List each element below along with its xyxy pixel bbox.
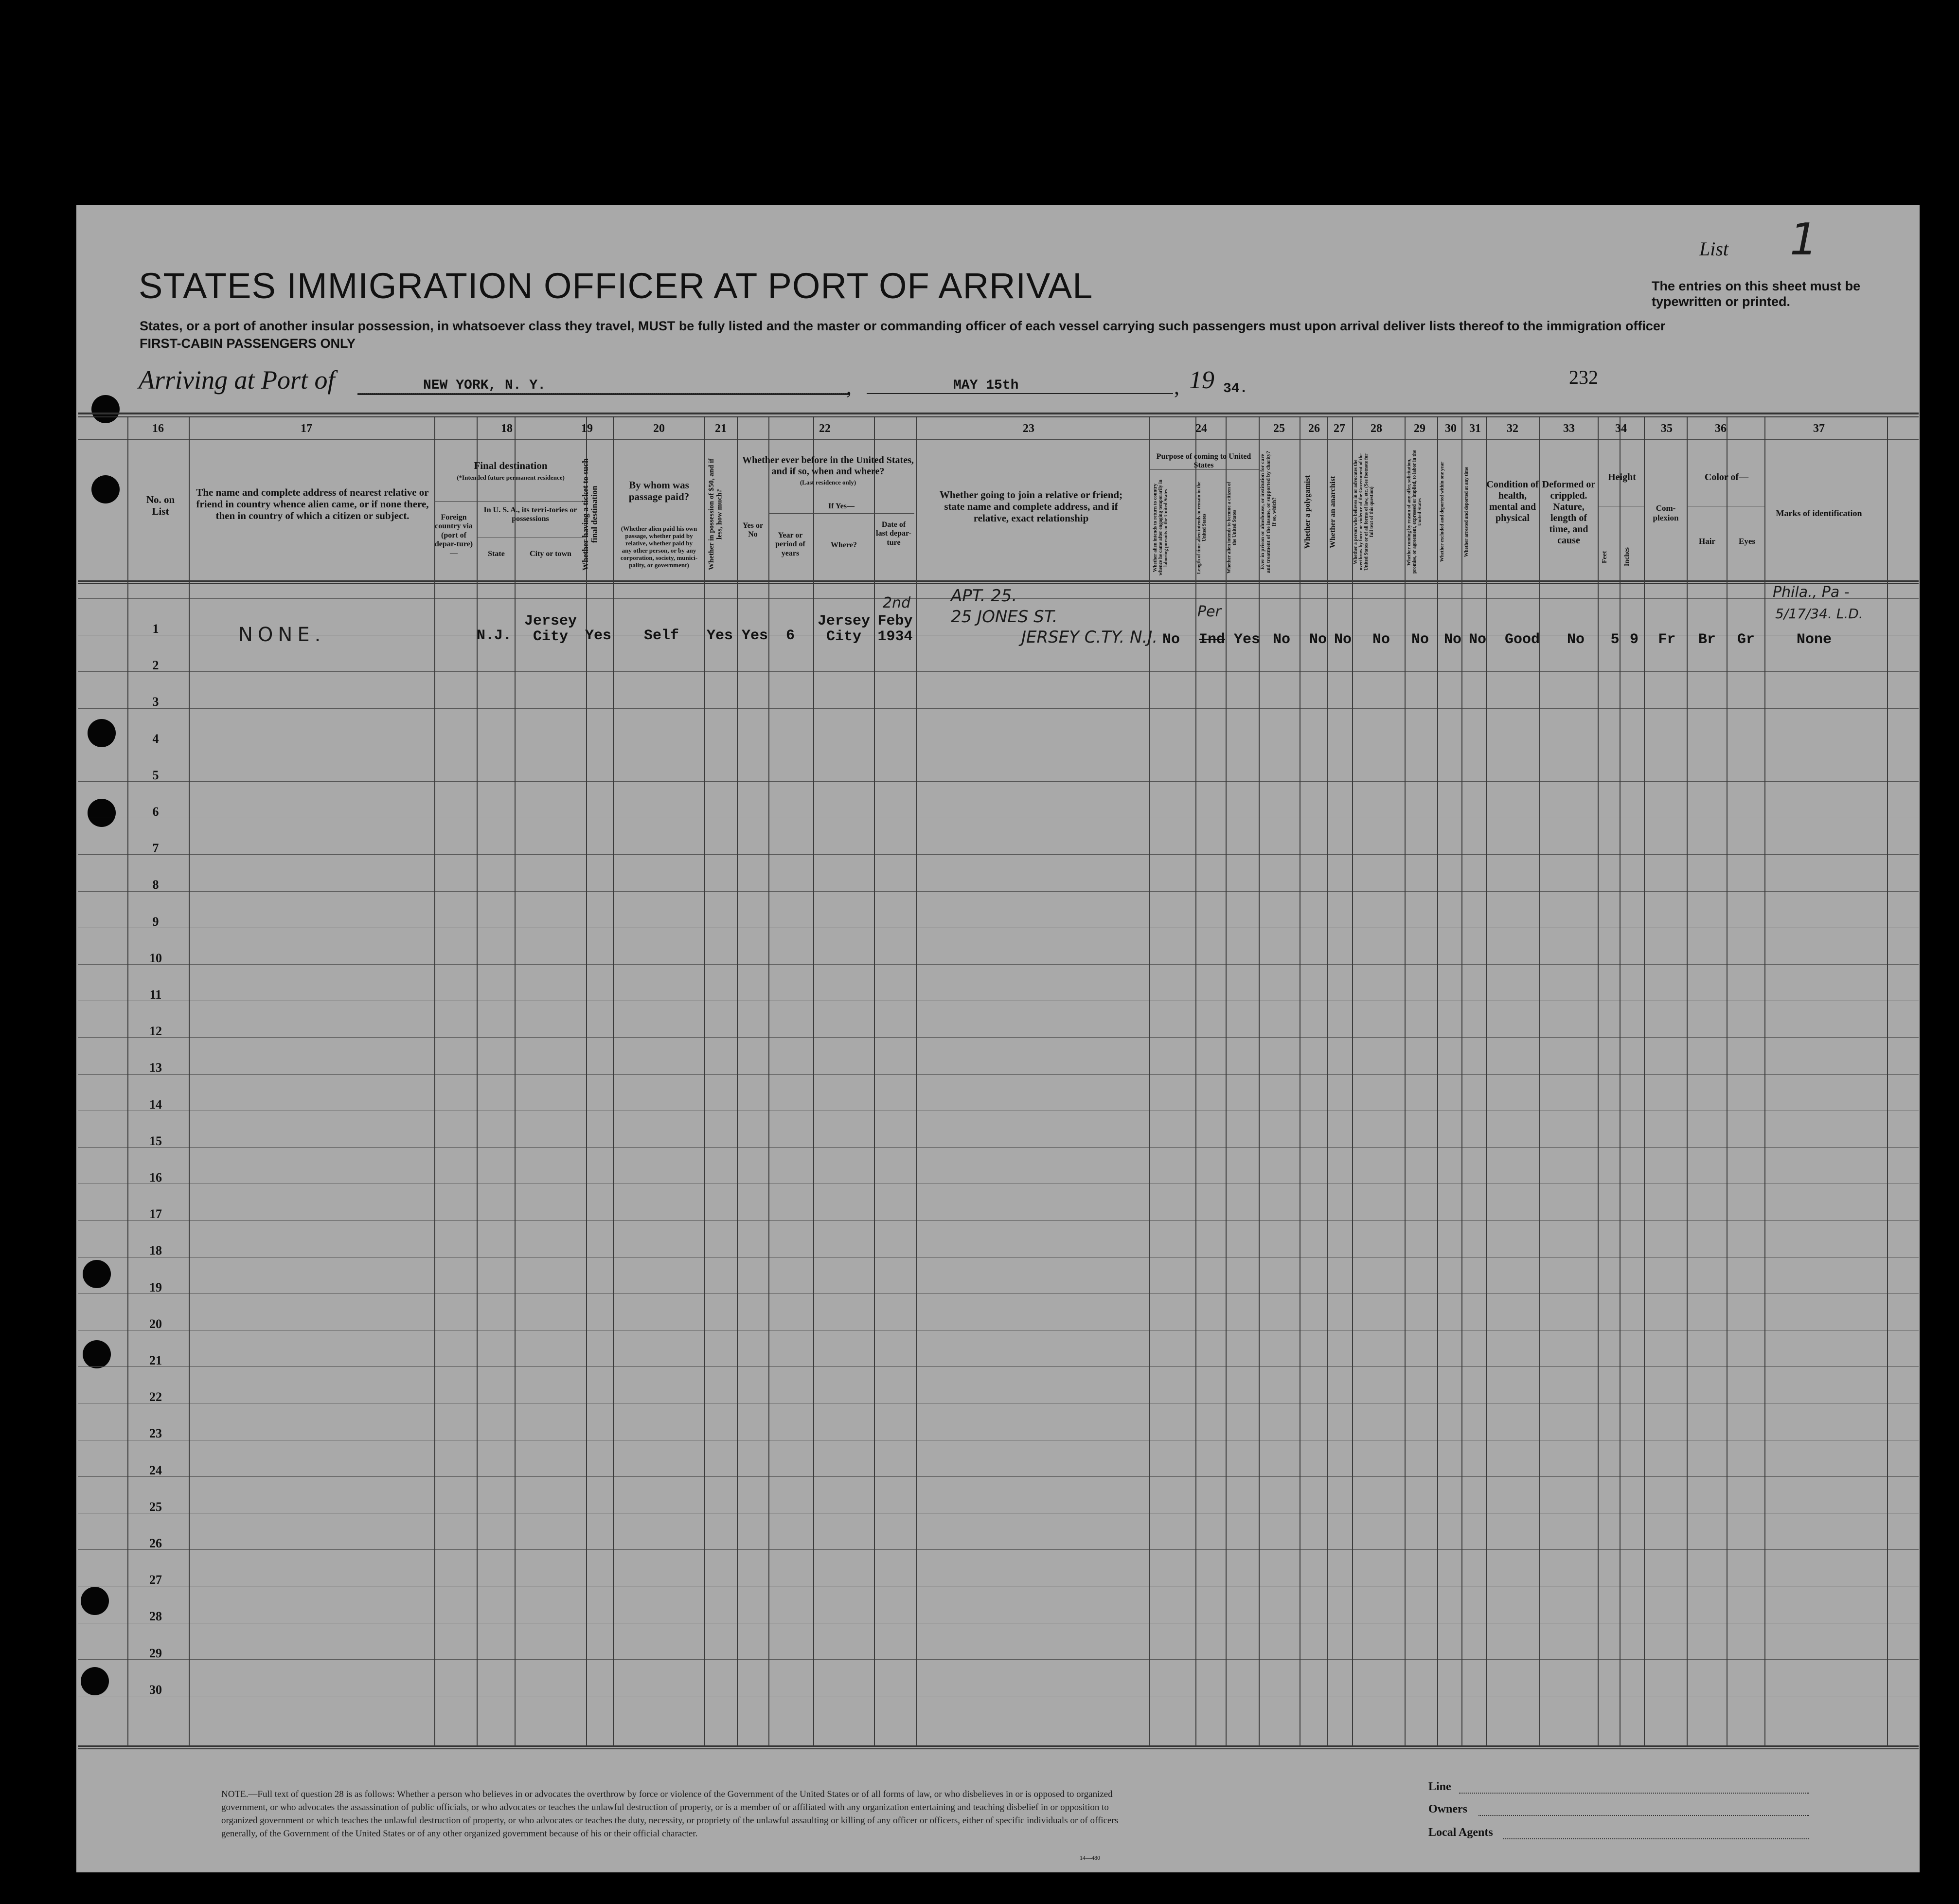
year-suffix: 34.: [1223, 381, 1248, 396]
agents-label: Local Agents: [1428, 1826, 1493, 1839]
col-num-28: 28: [1371, 422, 1382, 435]
header-prison: Ever in prison or almshouse, or institution for care and treatment of the insane, or supported by charity? If so, which?: [1260, 450, 1278, 574]
row-number: 1: [152, 622, 159, 636]
header-final-destination: Final destination: [474, 460, 548, 471]
column-line: [1764, 417, 1765, 1746]
row-number: 7: [152, 841, 159, 855]
form-number: 14—480: [1080, 1854, 1100, 1861]
row-line: [78, 891, 1919, 892]
header-complexion: Com-plexion: [1653, 503, 1679, 522]
column-line: [1195, 417, 1196, 1746]
polygamist-value: No: [1309, 631, 1327, 648]
eyes-value: Gr: [1737, 631, 1755, 648]
row-number: 26: [149, 1536, 162, 1550]
q29-value: No: [1411, 631, 1429, 648]
row-line: [78, 964, 1919, 965]
row-line: [78, 1220, 1919, 1221]
annotation-line-1: Phila., Pa -: [1773, 584, 1850, 601]
col-num-16: 16: [152, 422, 164, 435]
row-number: 16: [149, 1170, 162, 1185]
row-number: 21: [149, 1353, 162, 1367]
footnote: NOTE.—Full text of question 28 is as follows: Whether a person who believes in or advocates the overthrow by force or violence of the Government of the United States or of all forms of law, or who disbelieves in or is opposed to organized government, or who advocates the assassination of public officials, or who advocates or teaches the unlawful destruction of property, or is a member of or affiliated with any organization entertaining and teaching disbelief in or opposition to organized government or which teaches the unlawful destruction of property, or who advocates or teaches the duty, necessity, or propriety of the unlawful assaulting or killing of any officer or officers, either of specific individuals or of officers generally, of the Government of the United States or of any other organized government because of his or their official character.: [221, 1789, 1119, 1839]
header-q28: Whether a person who believes in or advocates the overthrow by force or violence of the Government of the United States or of all forms of law, etc. (See footnote for full text of this question): [1353, 453, 1374, 571]
column-line: [1486, 417, 1487, 1746]
column-line: [515, 417, 516, 1746]
col-num-31: 31: [1469, 422, 1481, 435]
line-label: Line: [1428, 1780, 1451, 1793]
join-line-1: APT. 25.: [951, 586, 1017, 606]
column-line: [613, 417, 614, 1746]
header-q30: Whether excluded and deported within one year: [1440, 462, 1445, 562]
row-number: 3: [152, 695, 159, 709]
city-value: Jersey City: [524, 613, 577, 645]
hair-value: Br: [1698, 631, 1716, 648]
column-line: [768, 417, 769, 1746]
manifest-sheet: [76, 205, 1920, 1872]
row-number: 11: [149, 988, 162, 1002]
row-line: [78, 1549, 1919, 1550]
column-line: [1437, 417, 1438, 1746]
header-polygamist: Whether a polygamist: [1303, 475, 1312, 549]
column-line: [813, 417, 814, 1746]
state-value: N.J.: [477, 628, 512, 644]
list-number: 1: [1790, 214, 1818, 265]
header-deformed: Deformed or crippled. Nature, length of time, and cause: [1542, 479, 1596, 546]
header-marks: Marks of identification: [1776, 508, 1862, 518]
row-number: 5: [152, 768, 159, 782]
row-number: 30: [149, 1683, 162, 1697]
row-number: 24: [149, 1463, 162, 1477]
column-line: [1352, 417, 1353, 1746]
row-number: 2: [152, 658, 159, 672]
row-number: 13: [149, 1060, 162, 1075]
row-line: [78, 1659, 1919, 1660]
header-condition: Condition of health, mental and physical: [1486, 479, 1539, 523]
header-feet: Feet: [1601, 551, 1608, 563]
col-num-24: 24: [1195, 422, 1207, 435]
col-num-34: 34: [1615, 422, 1627, 435]
row-line: [78, 1147, 1919, 1148]
col-num-33: 33: [1563, 422, 1575, 435]
header-purpose-citizen: Whether alien intends to become a citizen of the United States: [1227, 482, 1237, 574]
feet-value: 5: [1610, 631, 1620, 648]
header-last-residence: (Last residence only): [800, 479, 856, 486]
row-line: [78, 854, 1919, 855]
header-purpose: Purpose of coming to United States: [1156, 452, 1251, 470]
header-nearest-relative: The name and complete address of nearest relative or friend in country whence alien came, or if none there, then in country of which a citizen or subject.: [196, 486, 429, 522]
header-state: State: [488, 550, 505, 558]
row-number: 12: [149, 1024, 162, 1038]
column-line: [127, 417, 128, 1746]
column-line: [1259, 417, 1260, 1746]
relative-value: NONE.: [238, 624, 326, 646]
sheet-number: 232: [1569, 366, 1598, 388]
health-value: Good: [1504, 631, 1540, 648]
header-possession-50: Whether in possession of $50, and if less, how much?: [708, 458, 724, 571]
length-stay-typed: Ind: [1198, 631, 1225, 648]
ever-before-value: Yes: [741, 628, 768, 644]
column-line: [1644, 417, 1645, 1746]
col-num-26: 26: [1308, 422, 1320, 435]
has-50-value: Yes: [706, 628, 733, 644]
col-num-30: 30: [1445, 422, 1457, 435]
join-line-2: 25 JONES ST.: [951, 607, 1058, 627]
header-if-yes: If Yes—: [828, 502, 855, 510]
col-num-19: 19: [581, 422, 593, 435]
arriving-label: Arriving at Port of: [139, 365, 335, 395]
where-value: Jersey City: [817, 613, 871, 645]
header-by-whom-note: (Whether alien paid his own passage, whether paid by relative, whether paid by any other person, or by any corporation, society, munici-pality, or government): [620, 525, 698, 569]
punch-hole: [88, 799, 116, 827]
row-number: 15: [149, 1134, 162, 1148]
row-number: 6: [152, 805, 159, 819]
row-number: 9: [152, 915, 159, 929]
col-num-17: 17: [301, 422, 312, 435]
header-ever-before: Whether ever before in the United States, and if so, when and where?: [742, 455, 914, 477]
header-ticket: Whether having a ticket to such final destination: [581, 458, 599, 571]
col-num-35: 35: [1661, 422, 1673, 435]
header-where: Where?: [831, 541, 857, 549]
column-line: [1598, 417, 1599, 1746]
column-line: [916, 417, 917, 1746]
column-line: [1405, 417, 1406, 1746]
class-line: FIRST-CABIN PASSENGERS ONLY: [140, 336, 356, 351]
row-number: 28: [149, 1609, 162, 1623]
header-foreign-country: Foreign country via (port of depar-ture)—: [434, 513, 473, 557]
row-number: 25: [149, 1500, 162, 1514]
column-line: [1149, 417, 1150, 1746]
punch-hole: [88, 719, 116, 747]
column-line: [189, 417, 190, 1746]
q31-value: No: [1468, 631, 1486, 648]
row-number: 23: [149, 1426, 162, 1440]
paid-by-value: Self: [643, 628, 679, 644]
entries-note: The entries on this sheet must be typewritten or printed.: [1652, 279, 1861, 309]
join-line-3: JERSEY C.TY. N.J.: [1021, 628, 1158, 647]
header-height: Height: [1608, 472, 1636, 483]
column-line: [434, 417, 435, 1746]
header-join-relative: Whether going to join a relative or friend; state name and complete address, and if relative, exact relationship: [939, 489, 1123, 524]
header-q29: Whether coming by reason of any offer, solicitation, promise, or agreement, expressed or implied, to labor in the United States: [1407, 450, 1423, 574]
row-line: [78, 1366, 1919, 1367]
column-line: [1620, 417, 1621, 1746]
col-num-36: 36: [1715, 422, 1727, 435]
column-line: [1687, 417, 1688, 1746]
punch-hole: [83, 1340, 111, 1368]
prison-value: No: [1272, 631, 1290, 648]
q30-value: No: [1443, 631, 1461, 648]
column-line: [586, 417, 587, 1746]
col-num-23: 23: [1023, 422, 1034, 435]
row-line: [78, 708, 1919, 709]
header-hair: Hair: [1699, 537, 1715, 546]
header-anarchist: Whether an anarchist: [1329, 476, 1337, 548]
col-num-20: 20: [653, 422, 665, 435]
header-by-whom-paid: By whom was passage paid?: [628, 479, 690, 503]
column-line: [1461, 417, 1462, 1746]
col-num-32: 32: [1507, 422, 1518, 435]
anarchist-value: No: [1334, 631, 1352, 648]
year-prefix: 19: [1189, 366, 1214, 394]
column-line: [1226, 417, 1227, 1746]
header-purpose-length: Length of time alien intends to remain in the United States: [1196, 482, 1207, 574]
row-number: 10: [149, 951, 162, 965]
header-final-destination-note: (*Intended future permanent residence): [457, 474, 565, 481]
punch-hole: [91, 475, 120, 503]
port-value: NEW YORK, N. Y.: [423, 378, 546, 393]
deformed-value: No: [1567, 631, 1585, 648]
header-divider: [768, 513, 914, 514]
row-number: 8: [152, 878, 159, 892]
owners-label: Owners: [1428, 1803, 1467, 1815]
column-line: [704, 417, 705, 1746]
punch-hole: [83, 1260, 111, 1288]
row-number: 29: [149, 1646, 162, 1660]
header-year-period: Year or period of years: [775, 531, 805, 557]
row-number: 4: [152, 732, 159, 746]
col-num-21: 21: [715, 422, 727, 435]
q28-value: No: [1372, 631, 1390, 648]
header-in-usa: In U. S. A., its terri-tories or possessions: [483, 506, 577, 523]
header-city: City or town: [530, 550, 571, 558]
citizen-value: Yes: [1233, 631, 1260, 648]
marks-value: None: [1796, 631, 1832, 648]
punch-hole: [81, 1667, 109, 1695]
header-color-of: Color of—: [1704, 472, 1749, 483]
complexion-value: Fr: [1658, 631, 1676, 648]
header-date-departure: Date of last depar-ture: [876, 521, 911, 547]
row-number: 17: [149, 1207, 162, 1221]
column-line: [737, 417, 738, 1746]
purpose-return-value: No: [1162, 631, 1180, 648]
row-line: [78, 1293, 1919, 1294]
header-inches: Inches: [1623, 547, 1631, 567]
years-value: 6: [785, 628, 795, 644]
column-line: [1539, 417, 1540, 1746]
col-num-29: 29: [1414, 422, 1425, 435]
col-num-27: 27: [1334, 422, 1345, 435]
col-num-25: 25: [1273, 422, 1285, 435]
length-stay-value: Per: [1197, 603, 1221, 620]
header-purpose-return: Whether alien intends to return to country whence he came after engaging temporarily in laboring pursuits in the United States: [1153, 480, 1169, 576]
annotation-line-2: 5/17/34. L.D.: [1775, 606, 1863, 622]
row-number: 19: [149, 1280, 162, 1294]
row-line: [78, 671, 1919, 672]
header-eyes: Eyes: [1739, 537, 1755, 546]
punch-hole: [81, 1587, 109, 1615]
col-num-37: 37: [1813, 422, 1825, 435]
column-line: [1327, 417, 1328, 1746]
row-number: 27: [149, 1573, 162, 1587]
row-number: 22: [149, 1390, 162, 1404]
departure-date-value: Feby 1934: [877, 613, 913, 645]
punch-hole: [91, 395, 120, 423]
departure-day-value: 2nd: [883, 594, 911, 611]
row-line: [78, 1476, 1919, 1477]
header-q31: Whether arrested and deported at any time: [1464, 467, 1469, 557]
column-line: [477, 417, 478, 1746]
row-number: 20: [149, 1317, 162, 1331]
row-line: [78, 1074, 1919, 1075]
row-line: [78, 1037, 1919, 1038]
row-line: [78, 781, 1919, 782]
header-no-on-list: No. on List: [146, 494, 175, 518]
date-value: MAY 15th: [953, 378, 1019, 393]
row-number: 14: [149, 1097, 162, 1112]
ticket-value: Yes: [585, 628, 611, 644]
col-num-18: 18: [501, 422, 513, 435]
col-num-22: 22: [819, 422, 831, 435]
page-title: STATES IMMIGRATION OFFICER AT PORT OF ARRIVAL: [139, 266, 1093, 306]
inches-value: 9: [1629, 631, 1638, 648]
column-line: [1887, 417, 1888, 1746]
list-label: List: [1699, 238, 1729, 260]
subtitle: States, or a port of another insular possession, in whatsoever class they travel, MUST be fully listed and the master or commanding officer of each vessel carrying such passengers must upon arrival deliver lists thereof to the immigration officer: [140, 319, 1666, 333]
header-yes-or-no: Yes or No: [742, 521, 764, 539]
row-number: 18: [149, 1243, 162, 1257]
header-divider: [434, 501, 585, 502]
